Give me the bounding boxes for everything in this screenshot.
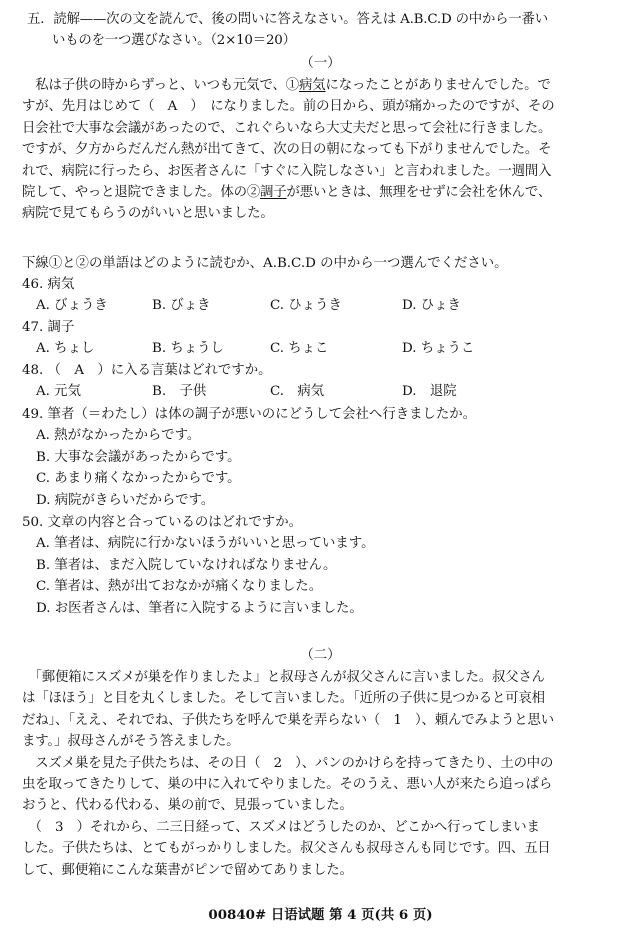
question-46 [22, 274, 622, 317]
passage-text: が悪いときは、無理をせずに会社を休んで、 [286, 185, 552, 201]
page-footer: 00840# 日语试题 第 4 页(共 6 页) [208, 907, 433, 923]
question-47 [22, 317, 622, 360]
part-1-passage [22, 75, 618, 225]
part-2-title: （二） [300, 648, 341, 663]
option-c[interactable]: C. あまり痛くなかったからです。 [36, 471, 241, 487]
option-b[interactable]: B. 大事な会議があったからです。 [36, 449, 241, 465]
passage-line: （ 3 ）それから、二三日経って、スズメはどうしたのか、どこかへ行ってしまいま [22, 819, 540, 835]
option-c[interactable]: C. 筆者は、熱が出ておなかが痛くなりました。 [36, 579, 323, 595]
underlined-word-2: 調子 [260, 185, 287, 201]
passage-line: して、郵便箱にこんな葉書がピンで留めてありました。 [22, 862, 353, 878]
section-instruction-line-2: いものを一つ選びなさい。（2×10＝20） [52, 33, 296, 49]
option-b[interactable]: B. ちょうし [152, 341, 224, 357]
question-stem: 49. 筆者（＝わたし）は体の調子が悪いのにどうして会社へ行きましたか。 [22, 407, 477, 422]
question-stem: 47. 調子 [22, 320, 75, 335]
question-stem: 50. 文章の内容と合っているのはどれですか。 [22, 515, 302, 530]
passage-line: 病院で見てもらうのがいいと思いました。 [22, 206, 274, 222]
option-a[interactable]: A. びょうき [36, 298, 108, 314]
option-c[interactable]: C. ちょこ [270, 341, 329, 357]
passage-text: 院して、やっと退院できました。体の② [22, 185, 261, 201]
passage-line: 虫を取ってきたりして、巣の中に入れてやりました。そのうえ、悪い人が来たら追っぱら [22, 777, 553, 793]
passage-text: になったことがありませんでした。で [325, 78, 551, 93]
part-1-title: （一） [300, 56, 341, 71]
section-instruction-line-1: 五．読解——次の文を読んで、後の問いに答えなさい。答えは A.B.C.D の中から一番い [27, 12, 548, 27]
option-c[interactable]: C. ひょうき [270, 298, 342, 314]
option-b[interactable]: B. びょき [152, 298, 211, 314]
option-a[interactable]: A. 筆者は、病院に行かないほうがいいと思っています。 [36, 536, 375, 552]
section-header [27, 9, 617, 52]
passage-line: れで、病院に行ったら、お医者さんに「すぐに入院しなさい」と言われました。一週間入 [22, 163, 552, 179]
option-d[interactable]: D. 退院 [402, 384, 457, 400]
part-2-passage [22, 667, 618, 881]
passage-line: 「郵便箱にスズメが巣を作りましたよ」と叔母さんが叔父さんに言いました。叔父さん [22, 670, 545, 685]
question-50 [22, 512, 622, 619]
question-48 [22, 360, 622, 403]
passage-line: スズメ巣を見た子供たちは、その日（ 2 ）、パンのかけらを持ってきたり、土の中の [22, 755, 554, 771]
option-d[interactable]: D. お医者さんは、筆者に入院するように言いました。 [36, 600, 363, 616]
underlined-word-1: 病気 [298, 78, 326, 93]
passage-line: すが、先月はじめて（ A ） になりました。前の日から、頭が痛かったのですが、その [22, 99, 555, 115]
passage-line: は「ほほう」と目を丸くしました。そして言いました。「近所の子供に見つかると可哀相 [22, 691, 545, 707]
passage-line: だね」、「ええ、それでね、子供たちを呼んで巣を弄らない（ 1 ）、頼んでみようと思い [22, 712, 554, 728]
option-d[interactable]: D. 病院がきらいだからです。 [36, 492, 215, 508]
passage-line: ます。」叔母さんがそう答えました。 [22, 734, 240, 750]
question-stem: 48. （ A ）に入る言葉はどれですか。 [22, 363, 272, 378]
option-c[interactable]: C. 病気 [270, 384, 325, 400]
passage-line [22, 75, 618, 96]
passage-line: した。子供たちは、とてもがっかりしました。叔父さんも叔母さんも同じです。四、五日 [22, 841, 551, 857]
option-a[interactable]: A. ちょし [36, 341, 95, 357]
passage-line: ですが、夕方からだんだん熱が出てきて、次の日の朝になっても下がりませんでした。そ [22, 142, 552, 158]
passage-line: おうと、代わる代わる、巣の前で、見張っていました。 [22, 798, 353, 814]
passage-line: 日会社で大事な会議があったので、これぐらいなら大丈夫だと思って会社に行きました。 [22, 120, 552, 136]
options-row [22, 338, 622, 359]
reading-instruction: 下線①と②の単語はどのように読むか、A.B.C.D の中から一つ選んでください。 [22, 256, 508, 271]
option-a[interactable]: A. 熱がなかったからです。 [36, 428, 201, 444]
option-d[interactable]: D. ちょうこ [402, 341, 475, 357]
options-row [22, 295, 622, 316]
question-stem: 46. 病気 [22, 277, 75, 292]
option-b[interactable]: B. 筆者は、まだ入院していなければなりません。 [36, 557, 337, 573]
option-d[interactable]: D. ひょき [402, 298, 461, 314]
question-49 [22, 404, 622, 511]
passage-line [22, 182, 618, 203]
option-a[interactable]: A. 元気 [36, 384, 81, 400]
options-row [22, 381, 622, 402]
passage-text: 私は子供の時からずっと、いつも元気で、① [22, 78, 299, 93]
option-b[interactable]: B. 子供 [152, 384, 207, 400]
